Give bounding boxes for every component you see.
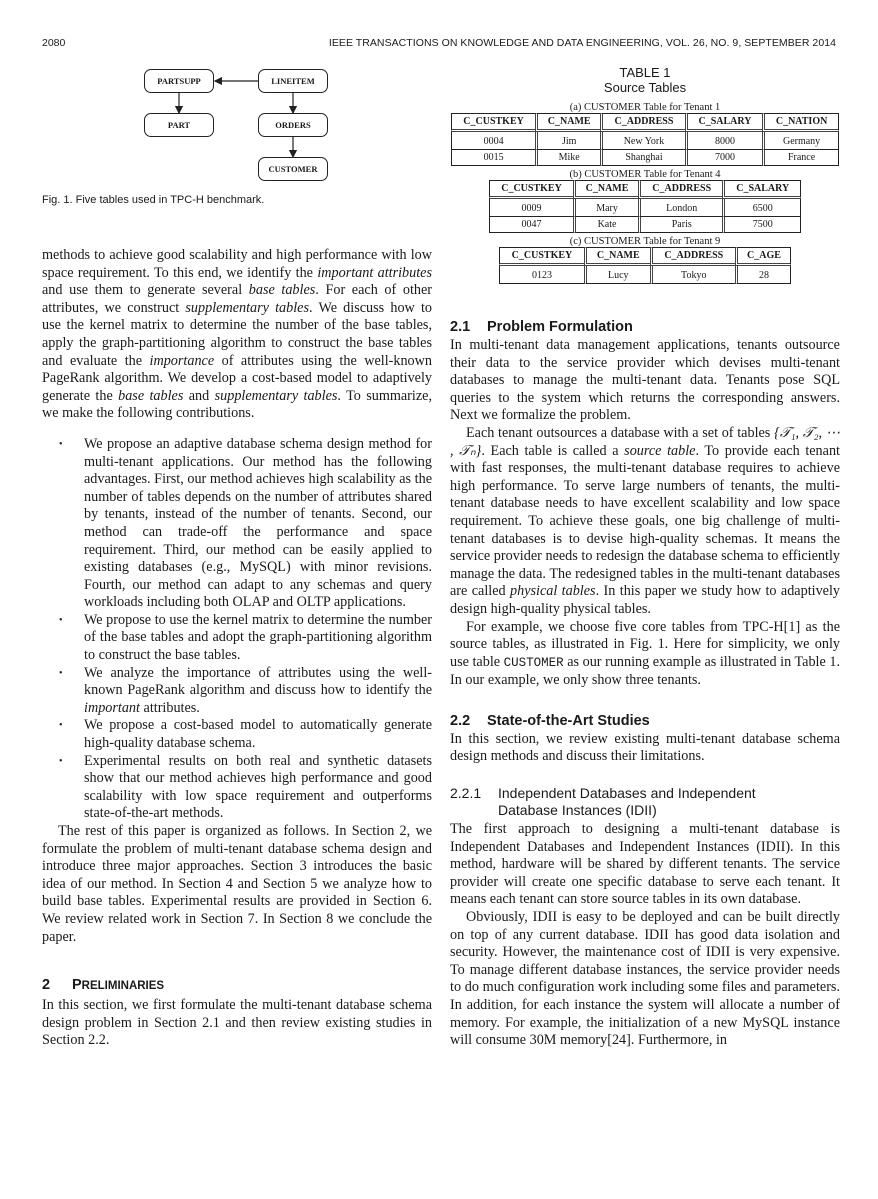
table-label: TABLE 1	[619, 65, 671, 80]
idii-paragraph-1: The first approach to designing a multi-tenant database is Independent Databases and Independent Instances (IDII). In this method, hardware will be shared by different tenants. The service provider will create one specific database to serve each tenant. It means each tenant can store source tables in its own database.	[450, 821, 840, 908]
table-row	[489, 217, 801, 233]
list-item	[59, 752, 432, 823]
organization-paragraph: The rest of this paper is organized as follows. In Section 2, we formulate the problem of multi-tenant database schema design and introduce three major approaches. Section 3 introduces the basic idea of our method. In Section 4 and Section 5 we analyze how to build base tables. Experimental results are provided in Section 6. We review related work in Section 7. In Section 8 we conclude the paper.	[42, 823, 432, 945]
idii-paragraph-2: Obviously, IDII is easy to be deployed and can be built directly on top of any current database. IDII has good data isolation and security. However, the maintenance cost of IDII is very expensive. To manage different database instances, the service provider needs to do much configuration work including some files and parameters. In addition, for each instance the system will allocate a number of memory. For example, the initialization of a new MySQL instance will consume 30M memory[24]. Furthermore, in	[450, 909, 840, 1049]
emphasis: supplementary tables	[185, 299, 309, 316]
title-line: Database Instances (IDII)	[498, 802, 657, 819]
text: We propose an adaptive database schema design method for multi-tenant applications. Our method has the following advantages. First, our method achieves high scalability as the number of tables depends on the number of attributes shared by tenants, instead of the number of tenants. Second, our method can trade-off the performance and space requirement. Third, our method can be easily applied to existing databases (e.g., MySQL) with minor revisions. Fourth, our method can adapt to any schemas and query workloads including both OLAP and OLTP applications.	[84, 435, 432, 611]
node-partsupp: PARTSUPP	[144, 69, 214, 93]
problem-paragraph-2	[450, 425, 840, 619]
table-cell: Germany	[762, 132, 839, 150]
bullet-icon: •	[59, 720, 63, 732]
customer-table-tenant-4	[489, 180, 801, 233]
node-customer: CUSTOMER	[258, 157, 328, 181]
section-title: RELIMINARIES	[81, 980, 165, 993]
table-cell: Mary	[573, 199, 638, 217]
table-cell: 8000	[685, 132, 762, 150]
column-header: C_NAME	[573, 180, 638, 199]
text: We propose to use the kernel matrix to determine the number of the base tables and adopt the graph-partitioning algorithm to construct the base tables.	[84, 611, 432, 664]
column-header: C_AGE	[735, 247, 791, 266]
section-title: Problem Formulation	[487, 319, 633, 335]
math-set: {𝒯₁, 𝒯₂, ⋯ , 𝒯ₙ}	[450, 424, 840, 459]
subtable-caption: (b) CUSTOMER Table for Tenant 4	[569, 169, 721, 180]
table-cell: 6500	[722, 199, 801, 217]
list-item	[59, 611, 432, 665]
emphasis: physical tables	[510, 583, 596, 600]
column-header: C_NATION	[762, 113, 839, 132]
text: . In this paper we study how to adaptively design high-quality physical tables.	[450, 583, 841, 617]
section-title: State-of-the-Art Studies	[487, 712, 650, 729]
table-cell: 0047	[489, 217, 573, 233]
figure-caption: Fig. 1. Five tables used in TPC-H benchmark.	[42, 194, 265, 206]
emphasis: supplementary tables	[214, 387, 338, 404]
table-cell: Shanghai	[600, 150, 685, 166]
state-of-art-paragraph: In this section, we review existing multi-tenant database schema design methods and discuss their limitations.	[450, 730, 840, 765]
emphasis: importance	[149, 352, 215, 369]
bullet-icon: •	[59, 438, 63, 450]
table-cell: 0009	[489, 199, 573, 217]
section-heading-2	[42, 977, 432, 993]
text: methods to achieve good scalability and high performance with low space requirement. To this end, we identify the	[42, 247, 432, 281]
table-cell: Kate	[573, 217, 638, 233]
text: and use them to generate several	[42, 282, 249, 299]
table-row	[451, 132, 839, 150]
section-heading-2-1	[450, 319, 840, 335]
text: . We discuss how to use the kernel matrix to determine the number of the base tables, apply the graph-partitioning algorithm to construct the base tables and evaluate the	[42, 299, 432, 369]
emphasis: source table	[624, 442, 696, 459]
text: . Each table is called a	[481, 442, 625, 459]
section-number: 2.2.1	[450, 785, 482, 802]
column-header: C_CUSTKEY	[499, 247, 584, 266]
text: . For each of other attributes, we construct	[42, 282, 433, 316]
table-cell: London	[638, 199, 722, 217]
text: We analyze the importance of attributes using the well-known PageRank algorithm and discuss how to identify the	[84, 664, 432, 699]
node-orders: ORDERS	[258, 113, 328, 137]
table-cell: France	[762, 150, 839, 166]
table-row	[451, 150, 839, 166]
table-header-row	[451, 113, 839, 132]
table-cell: New York	[600, 132, 685, 150]
text: . To provide each tenant with fast responses, the multi-tenant database requires to achieve high performance. To serve large numbers of tenants, the multi-tenant database needs to have excellent scalability and low space requirement. To achieve these goals, one big challenge of multi-tenant databases is to devise high-quality schemas. It means the service provider needs to redesign the database schema to efficiently manage the data. The redesigned tables in the multi-tenant databases are called	[450, 442, 840, 600]
code-term: CUSTOMER	[503, 655, 564, 670]
contributions-list	[42, 436, 432, 823]
column-header: C_CUSTKEY	[451, 113, 535, 132]
table-cell: Lucy	[584, 266, 650, 284]
subtable-caption: (a) CUSTOMER Table for Tenant 1	[569, 102, 721, 113]
node-part: PART	[144, 113, 214, 137]
table-cell: 0004	[451, 132, 535, 150]
text: . To summarize, we make the following contributions.	[42, 387, 432, 422]
customer-table-tenant-1	[451, 113, 839, 166]
text: as our running example as illustrated in Table 1. In our example, we only show three tenants.	[450, 653, 841, 689]
customer-table-tenant-9	[499, 247, 791, 284]
bullet-icon: •	[59, 755, 63, 767]
figure-arrows	[42, 60, 432, 190]
left-column	[42, 60, 432, 1050]
emphasis: important	[84, 699, 140, 716]
column-header: C_NAME	[584, 247, 650, 266]
node-lineitem: LINEITEM	[258, 69, 328, 93]
section-title	[498, 785, 756, 819]
list-item	[59, 435, 432, 612]
table-title: Source Tables	[603, 80, 687, 95]
section-number: 2.2	[450, 712, 471, 729]
table-header-row	[489, 180, 801, 199]
text: of attributes using the well-known PageRank algorithm. We develop a cost-based model to adaptively generate the	[42, 352, 432, 404]
page-number: 2080	[42, 37, 66, 49]
section-heading-2-2-1	[450, 785, 840, 819]
right-column	[450, 60, 840, 1050]
column-header: C_ADDRESS	[600, 113, 685, 132]
emphasis: base tables	[248, 282, 316, 299]
table-cell: Paris	[638, 217, 722, 233]
bullet-icon: •	[59, 614, 63, 626]
section2-intro-paragraph: In this section, we first formulate the multi-tenant database schema design problem in Section 2.1 and then review existing studies in Section 2.2.	[42, 997, 432, 1049]
section-number: 2	[42, 977, 51, 994]
title-line: Independent Databases and Independent	[498, 785, 756, 802]
figure-1	[42, 60, 432, 250]
column-header: C_SALARY	[685, 113, 762, 132]
text: We propose a cost-based model to automatically generate high-quality database schema.	[84, 717, 432, 752]
column-header: C_ADDRESS	[650, 247, 735, 266]
emphasis: base tables	[118, 387, 184, 404]
table-cell: 28	[735, 266, 791, 284]
text: Experimental results on both real and synthetic datasets show that our method achieves high performance and good scalability with low space requirement and outperforms state-of-the-art methods.	[84, 752, 432, 822]
journal-title: IEEE TRANSACTIONS ON KNOWLEDGE AND DATA ENGINEERING, VOL. 26, NO. 9, SEPTEMBER 2014	[328, 37, 836, 49]
column-header: C_CUSTKEY	[489, 180, 573, 199]
column-header: C_SALARY	[722, 180, 801, 199]
list-item	[59, 664, 432, 718]
table-cell: 7000	[685, 150, 762, 166]
table-cell: 0123	[499, 266, 584, 284]
text: Each tenant outsources a database with a set of tables	[466, 424, 775, 441]
table-row	[489, 199, 801, 217]
column-header: C_NAME	[535, 113, 600, 132]
table-cell: Tokyo	[650, 266, 735, 284]
text: and	[183, 387, 215, 404]
table-cell: 0015	[451, 150, 535, 166]
table-cell: Jim	[535, 132, 600, 150]
section-heading-2-2	[450, 713, 840, 729]
problem-paragraph-3	[450, 619, 840, 690]
emphasis: important attributes	[317, 264, 433, 281]
text: For example, we choose five core tables from TPC-H[1] as the source tables, as illustrated in Fig. 1. Here for simplicity, we only use table	[450, 618, 840, 670]
table-cell: 7500	[722, 217, 801, 233]
list-item	[59, 717, 432, 752]
subtable-caption: (c) CUSTOMER Table for Tenant 9	[569, 236, 721, 247]
bullet-icon: •	[59, 667, 63, 679]
column-header: C_ADDRESS	[638, 180, 722, 199]
problem-paragraph-1: In multi-tenant data management applications, tenants outsource their data to the service provider which devises multi-tenant databases to manage the multi-tenant data. Tenants pose SQL queries to the system which returns the corresponding answers. Next we formalize the problem.	[450, 337, 840, 424]
intro-paragraph	[42, 247, 432, 423]
section-number: 2.1	[450, 319, 471, 335]
table-header-row	[499, 247, 791, 266]
table-cell: Mike	[535, 150, 600, 166]
running-header	[42, 37, 836, 51]
text: attributes.	[139, 699, 200, 716]
section-title: P	[72, 977, 82, 994]
table-row	[499, 266, 791, 284]
